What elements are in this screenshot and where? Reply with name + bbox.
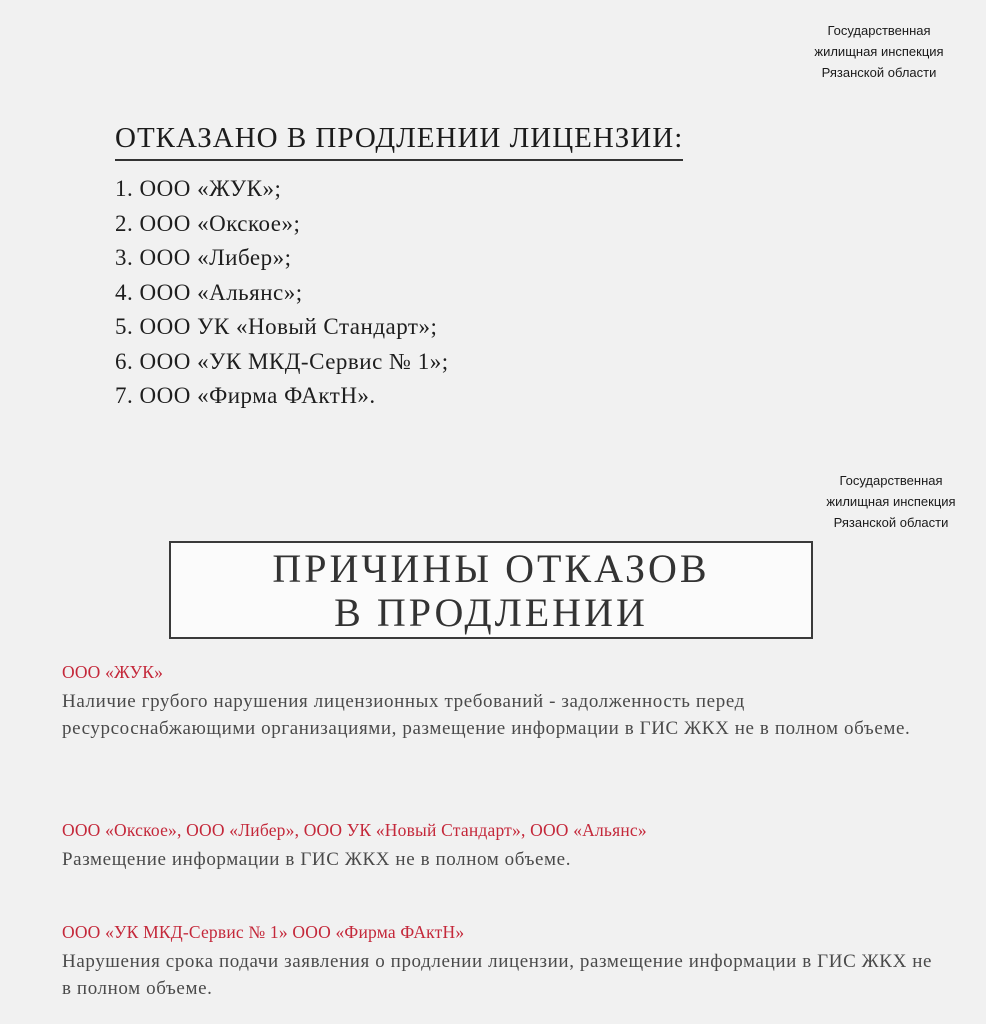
- list-item: 4. ООО «Альянс»;: [115, 279, 303, 305]
- list-item: 5. ООО УК «Новый Стандарт»;: [115, 314, 438, 339]
- agency-line-3: Рязанской области: [821, 65, 937, 80]
- list-item: 6. ООО «УК МКД-Сервис № 1»;: [115, 348, 449, 374]
- refused-list: [115, 172, 449, 414]
- agency-line-2: жилищная инспекция: [826, 494, 956, 509]
- list-item: 3. ООО «Либер»;: [115, 245, 292, 270]
- reason-text: Размещение информации в ГИС ЖКХ не в полном объеме.: [62, 849, 572, 870]
- reason-companies: ООО «Окское», ООО «Либер», ООО УК «Новый Стандарт», ООО «Альянс»: [62, 820, 647, 840]
- reason-companies: ООО «УК МКД-Сервис № 1» ООО «Фирма ФАктН»: [62, 922, 465, 942]
- reason-text: Нарушения срока подачи заявления о продлении лицензии, размещение информации в ГИС ЖКХ не в полном объеме.: [62, 951, 933, 999]
- agency-line-1: Государственная: [827, 23, 931, 38]
- agency-label-top: [786, 20, 972, 83]
- reason-entry: [62, 920, 942, 1002]
- reason-entry: [62, 660, 942, 742]
- reasons-title-line-2: В ПРОДЛЕНИИ: [334, 590, 648, 635]
- reasons-title-box: [169, 541, 813, 639]
- list-item: 2. ООО «Окское»;: [115, 210, 301, 236]
- agency-line-2: жилищная инспекция: [814, 44, 944, 59]
- reasons-title-line-1: ПРИЧИНЫ ОТКАЗОВ: [272, 546, 710, 591]
- list-item: 1. ООО «ЖУК»;: [115, 176, 282, 201]
- reason-entry: [62, 818, 942, 873]
- refused-title: ОТКАЗАНО В ПРОДЛЕНИИ ЛИЦЕНЗИИ:: [115, 122, 683, 161]
- agency-line-3: Рязанской области: [833, 515, 949, 530]
- reason-companies: ООО «ЖУК»: [62, 662, 164, 682]
- list-item: 7. ООО «Фирма ФАктН».: [115, 383, 376, 408]
- reason-text: Наличие грубого нарушения лицензионных требований - задолженность перед ресурсоснабжающими организациями, размещение информации в ГИС ЖКХ не в полном объеме.: [62, 691, 911, 739]
- agency-line-1: Государственная: [839, 473, 943, 488]
- agency-label-mid: [798, 470, 984, 533]
